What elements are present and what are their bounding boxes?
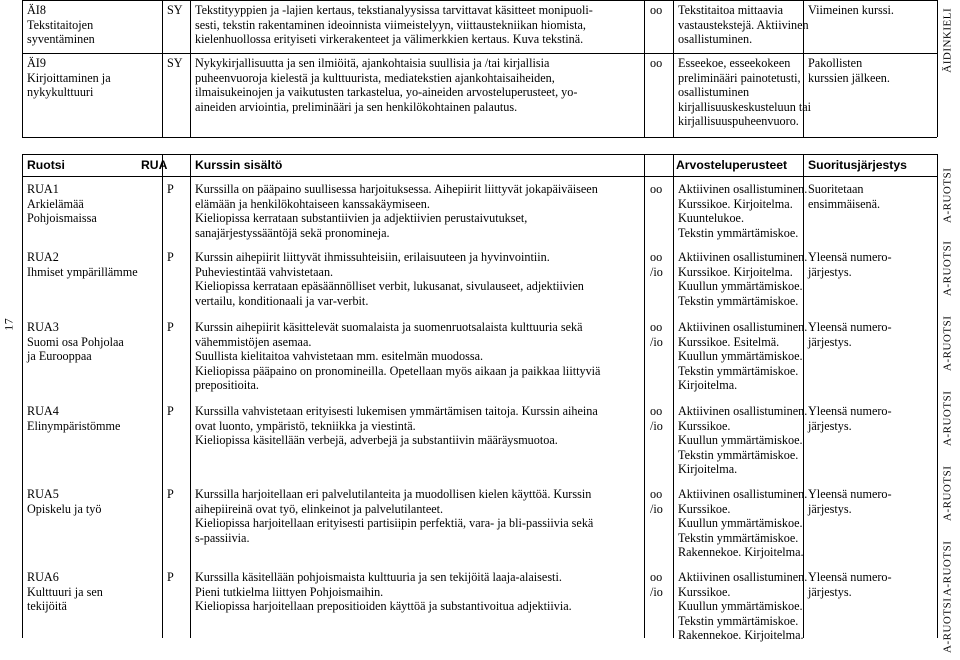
course-content: Kieliopissa harjoitellaan prepositioiden käyttöä ja substantivoitua adjektiivia. <box>195 599 572 614</box>
header-subject: Ruotsi <box>27 158 65 172</box>
completion-order: Yleensä numero- <box>808 250 892 264</box>
grading-criteria: Kurssikoe. Kirjoitelma. <box>678 264 793 279</box>
grading-criteria: Kuullun ymmärtämiskoe. <box>678 516 803 531</box>
grading-criteria: Kuullun ymmärtämiskoe. <box>678 599 803 614</box>
course-content: kielenhuollossa erityiseti virkerakenteet ja välimerkkien kertaus. Kuva tekstinä. <box>195 32 584 47</box>
grading-scale: /io <box>650 501 663 516</box>
grading-criteria: Tekstin ymmärtämiskoe. <box>678 225 799 240</box>
course-content: Kurssilla vahvistetaan erityisesti lukemisen ymmärtämisen taitoja. Kurssin aiheina <box>195 404 598 418</box>
table-column-rule <box>937 0 938 137</box>
grading-scale: oo <box>650 3 663 17</box>
course-name: RUA5 <box>27 487 59 501</box>
grading-criteria: kirjallisuuspuheenvuoro. <box>678 114 799 129</box>
course-name: RUA2 <box>27 250 59 264</box>
course-name: RUA4 <box>27 404 59 418</box>
grading-criteria: Aktiivinen osallistuminen. <box>678 320 808 334</box>
course-content: Suullista kielitaitoa vahvistetaan mm. esitelmän muodossa. <box>195 349 484 364</box>
grading-criteria: Rakennekoe. Kirjoitelma. <box>678 628 804 643</box>
course-name: Elinympäristömme <box>27 418 121 433</box>
course-name: Opiskelu ja työ <box>27 501 102 516</box>
subject-side-label: A-RUOTSI <box>941 597 954 653</box>
grading-scale: /io <box>650 584 663 599</box>
course-content: puheenvuoroja kielestä ja kulttuurista, mediatekstien ajankohtaisaiheiden, <box>195 70 555 85</box>
grading-scale: oo <box>650 56 663 70</box>
course-name: RUA6 <box>27 570 59 584</box>
course-content: Puheviestintää vahvistetaan. <box>195 264 334 279</box>
course-content: s-passiivia. <box>195 530 250 545</box>
grading-criteria: Tekstitaitoa mittaavia <box>678 3 784 17</box>
grading-criteria: Kirjoitelma. <box>678 378 738 393</box>
course-name: Arkielämää <box>27 196 84 211</box>
course-name: Ihmiset ympärillämme <box>27 264 138 279</box>
completion-order: järjestys. <box>808 264 852 279</box>
course-name: RUA1 <box>27 182 59 196</box>
grading-criteria: Kurssikoe. Kirjoitelma. <box>678 196 793 211</box>
course-name: Kirjoittaminen ja <box>27 70 111 85</box>
table-column-rule <box>937 154 938 638</box>
grading-criteria: Kurssikoe. <box>678 418 731 433</box>
course-type: SY <box>167 56 183 70</box>
grading-criteria: vastaustekstejä. Aktiivinen <box>678 17 809 32</box>
table-rule <box>22 176 937 177</box>
course-type: P <box>167 182 174 196</box>
table-column-rule <box>644 0 645 137</box>
course-code: ÄI8 <box>27 3 46 17</box>
course-content: ovat luonto, ympäristö, tekniikka ja viestintä. <box>195 418 416 433</box>
grading-scale: oo <box>650 250 663 264</box>
course-name: Pohjoismaissa <box>27 211 97 226</box>
course-content: Kieliopissa käsitellään verbejä, adverbejä ja substantiivin määräysmuotoa. <box>195 433 558 448</box>
subject-side-label: A-RUOTSI <box>941 167 954 223</box>
completion-order: ensimmäisenä. <box>808 196 881 211</box>
course-name: Tekstitaitojen <box>27 17 94 32</box>
course-content: aihepiireinä ovat työ, elinkeinot ja palvelutilanteet. <box>195 501 444 516</box>
course-content: Kurssilla käsitellään pohjoismaista kulttuuria ja sen tekijöitä laaja-alaisesti. <box>195 570 562 584</box>
course-type: SY <box>167 3 183 17</box>
course-content: prepositioita. <box>195 378 259 393</box>
table-column-rule <box>190 0 191 137</box>
subject-side-label: A-RUOTSI <box>941 315 954 371</box>
course-content: Tekstityyppien ja -lajien kertaus, tekstianalyysissa tarvittavat käsitteet monipuoli- <box>195 3 593 17</box>
subject-side-label: A-RUOTSI <box>941 240 954 296</box>
header-criteria: Arvosteluperusteet <box>676 158 788 172</box>
grading-criteria: Tekstin ymmärtämiskoe. <box>678 363 799 378</box>
course-name: nykykulttuuri <box>27 85 94 100</box>
grading-criteria: Aktiivinen osallistuminen. <box>678 487 808 501</box>
completion-order: järjestys. <box>808 584 852 599</box>
table-column-rule <box>162 0 163 137</box>
table-rule <box>22 53 937 54</box>
grading-criteria: osallistuminen <box>678 85 750 100</box>
completion-order: Yleensä numero- <box>808 570 892 584</box>
table-column-rule <box>644 154 645 638</box>
grading-criteria: osallistuminen. <box>678 32 753 47</box>
course-content: ilmaisukeinojen ja vaikutusten tarkastelua, yo-aineiden arvosteluperusteet, yo- <box>195 85 578 100</box>
table-column-rule <box>162 154 163 638</box>
course-content: aineiden arviointia, preliminääri ja sen henkilökohtainen palautus. <box>195 99 518 114</box>
grading-criteria: Aktiivinen osallistuminen. <box>678 570 808 584</box>
completion-order: järjestys. <box>808 501 852 516</box>
completion-order: Suoritetaan <box>808 182 864 196</box>
grading-criteria: Aktiivinen osallistuminen. <box>678 182 808 196</box>
table-column-rule <box>673 0 674 137</box>
course-name: Kulttuuri ja sen <box>27 584 103 599</box>
subject-side-label: A-RUOTSI <box>941 465 954 521</box>
grading-scale: oo <box>650 570 663 584</box>
grading-criteria: Kuuntelukoe. <box>678 211 745 226</box>
course-code: ÄI9 <box>27 56 46 70</box>
page-number: 17 <box>1 317 16 331</box>
grading-criteria: Kuullun ymmärtämiskoe. <box>678 433 803 448</box>
course-content: Nykykirjallisuutta ja sen ilmiöitä, ajankohtaisia suullisia ja /tai kirjallisia <box>195 56 550 70</box>
grading-scale: /io <box>650 418 663 433</box>
grading-criteria: Kurssikoe. <box>678 501 731 516</box>
course-content: Kieliopissa harjoitellaan erityisesti partisiipin perfektiä, vara- ja bli-passiivia sekä <box>195 516 594 531</box>
grading-scale: oo <box>650 404 663 418</box>
course-name: Suomi osa Pohjolaa <box>27 334 124 349</box>
subject-side-label: ÄIDINKIELI <box>941 7 954 73</box>
grading-criteria: Tekstin ymmärtämiskoe. <box>678 613 799 628</box>
header-order: Suoritusjärjestys <box>808 158 907 172</box>
course-type: P <box>167 487 174 501</box>
grading-criteria: Tekstin ymmärtämiskoe. <box>678 530 799 545</box>
course-content: vertailu, konditionaali ja var-verbit. <box>195 293 369 308</box>
completion-order: Viimeinen kurssi. <box>808 3 894 17</box>
table-column-rule <box>190 154 191 638</box>
grading-criteria: Aktiivinen osallistuminen. <box>678 404 808 418</box>
completion-order: Yleensä numero- <box>808 320 892 334</box>
grading-criteria: Kurssikoe. <box>678 584 731 599</box>
grading-criteria: Kurssikoe. Esitelmä. <box>678 334 780 349</box>
completion-order: Yleensä numero- <box>808 404 892 418</box>
course-content: Kieliopissa kerrataan substantiivien ja adjektiivien perustaivutukset, <box>195 211 528 226</box>
completion-order: järjestys. <box>808 418 852 433</box>
header-content: Kurssin sisältö <box>195 158 283 172</box>
completion-order: Pakollisten <box>808 56 863 70</box>
completion-order: Yleensä numero- <box>808 487 892 501</box>
course-content: sanajärjestyssääntöjä sekä pronomineja. <box>195 225 390 240</box>
grading-criteria: preliminääri painotetusti, <box>678 70 801 85</box>
table-column-rule <box>673 154 674 638</box>
grading-scale: /io <box>650 264 663 279</box>
course-name: syventäminen <box>27 32 95 47</box>
completion-order: järjestys. <box>808 334 852 349</box>
completion-order: kurssien jälkeen. <box>808 70 890 85</box>
grading-criteria: Esseekoe, esseekokeen <box>678 56 791 70</box>
course-name: ja Eurooppaa <box>27 349 92 364</box>
subject-side-label: A-RUOTSI <box>941 390 954 446</box>
grading-criteria: Kirjoitelma. <box>678 462 738 477</box>
course-content: Kurssin aihepiirit käsittelevät suomalaista ja suomenruotsalaista kulttuuria sekä <box>195 320 583 334</box>
course-content: elämään ja henkilökohtaiseen kanssakäymiseen. <box>195 196 430 211</box>
course-type: P <box>167 404 174 418</box>
course-content: Pieni tutkielma liittyen Pohjoismaihin. <box>195 584 384 599</box>
grading-scale: oo <box>650 182 663 196</box>
grading-criteria: Aktiivinen osallistuminen. <box>678 250 808 264</box>
grading-scale: /io <box>650 334 663 349</box>
course-type: P <box>167 570 174 584</box>
grading-scale: oo <box>650 487 663 501</box>
table-rule <box>22 0 937 1</box>
course-name: RUA3 <box>27 320 59 334</box>
grading-scale: oo <box>650 320 663 334</box>
grading-criteria: Kuullun ymmärtämiskoe. <box>678 279 803 294</box>
course-content: Kieliopissa pääpaino on pronomineilla. Opetellaan myös aikaan ja paikkaa liittyviä <box>195 363 601 378</box>
course-content: Kieliopissa kerrataan epäsäännölliset verbit, lukusanat, sivulauseet, adjektiivien <box>195 279 584 294</box>
table-rule <box>22 154 937 155</box>
course-type: P <box>167 320 174 334</box>
table-rule <box>22 137 937 138</box>
course-content: Kurssilla on pääpaino suullisessa harjoituksessa. Aihepiirit liittyvät jokapäiväiseen <box>195 182 598 196</box>
course-content: Kurssin aihepiirit liittyvät ihmissuhteisiin, erilaisuuteen ja hyvinvointiin. <box>195 250 550 264</box>
grading-criteria: Rakennekoe. Kirjoitelma. <box>678 545 804 560</box>
subject-side-label: A-RUOTSI <box>941 540 954 596</box>
grading-criteria: Tekstin ymmärtämiskoe. <box>678 447 799 462</box>
header-code: RUA <box>141 158 168 172</box>
course-type: P <box>167 250 174 264</box>
course-content: vähemmistöjen asemaa. <box>195 334 312 349</box>
course-content: sesti, tekstin rakentaminen ideoinnista viimeistelyyn, viittaustekniikan hiomista, <box>195 17 586 32</box>
grading-criteria: Tekstin ymmärtämiskoe. <box>678 293 799 308</box>
table-column-rule <box>22 154 23 638</box>
course-content: Kurssilla harjoitellaan eri palvelutilanteita ja muodollisen kielen käyttöä. Kurssin <box>195 487 592 501</box>
grading-criteria: kirjallisuuskeskusteluun tai <box>678 99 812 114</box>
table-column-rule <box>22 0 23 137</box>
course-name: tekijöitä <box>27 599 67 614</box>
table-column-rule <box>803 154 804 638</box>
grading-criteria: Kuullun ymmärtämiskoe. <box>678 349 803 364</box>
